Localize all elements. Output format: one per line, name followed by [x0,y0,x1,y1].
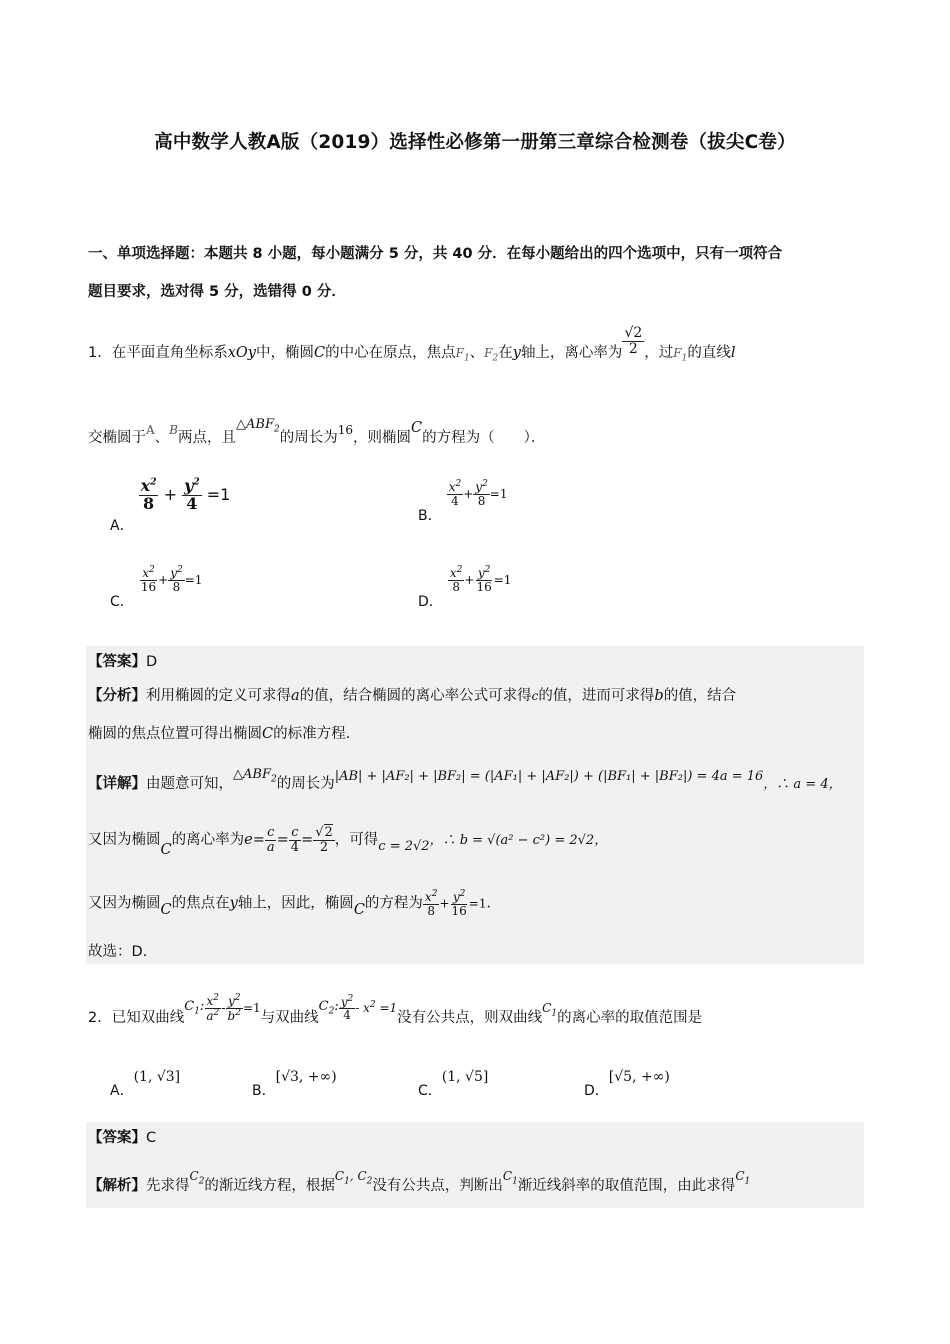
q1-line1: 1．在平面直角坐标系xOy中，椭圆C的中心在原点，焦点$F_1$、$F_2$在y轴上，离心率为 $\frac{√2}{2}$ ，过$F_1$的直线l [88,325,736,364]
q1-analysis-line2: 椭圆的焦点位置可得出椭圆C的标准方程. [88,726,351,742]
q2-option-a[interactable]: A．(1, √3] [110,1069,181,1099]
section-heading-line2: 题目要求，选对得 5 分，选错得 0 分． [88,284,346,300]
q1-final: 故选：D. [88,944,148,960]
q2-option-c[interactable]: C．(1, √5] [418,1069,489,1099]
q1-option-d[interactable]: D． $\frac{x^2}{8}$ + $\frac{y^2}{16}$ =1 [418,565,512,611]
q1-option-a[interactable]: A． $\frac{x^2}{8}$ + $\frac{y^2}{4}$ =1 [110,476,231,534]
q2-analysis-line1: 【解析】先求得$^{C_2}$的渐近线方程，根据$^{C_1, C_2}$没有公共点，判断出$^{C_1}$渐近线斜率的取值范围，由此求得$^{C_1}$ [88,1169,751,1194]
q1-detail-line2: 又因为椭圆C的离心率为e= $\frac{c}{a}$ = $\frac{c}{4}$ = $\frac{√2}{2}$ ，可得c = 2√2，∴ b = √(a² − c²) = 2√2， [88,825,608,859]
q1-option-b[interactable]: B． $\frac{x^2}{4}$ + $\frac{y^2}{8}$ =1 [418,479,508,525]
q2-line1: 2．已知双曲线$C_1$: $\frac{x^2}{a^2}$ - $\frac{y^2}{b^2}$ $^{=1}$与双曲线$C_2$: $\frac{y^2}{4}$ $^{- x^2 =1}$没有公共点，则双曲线$^{C_1}$的离心率的取值范围是 [88,993,703,1027]
q1-detail-line3: 又因为椭圆C的焦点在y轴上，因此，椭圆C的方程为 $\frac{x^2}{8}$ + $\frac{y^2}{16}$ =1． [88,889,501,918]
q2-option-b[interactable]: B．[√3, +∞) [252,1069,337,1099]
q1-option-c[interactable]: C． $\frac{x^2}{16}$ + $\frac{y^2}{8}$ =1 [110,565,203,611]
q2-option-d[interactable]: D．[√5, +∞) [584,1069,670,1099]
q2-answer: 【答案】C [88,1130,157,1146]
q1-detail-line1: 【详解】由题意可知，$\triangle ABF_2$的周长为|AB| + |AF₂| + |BF₂| = (|AF₁| + |AF₂|) + (|BF₁| + |BF₂|) = 4a = 16，∴ a = 4， [88,767,842,792]
eccentricity-fraction: $\frac{√2}{2}$ [624,325,643,357]
q1-line2: 交椭圆于$^A$、$^B$两点，且$\triangle ABF_2$的周长为$^{16}$，则椭圆C的方程为（ ）． [88,417,546,446]
page-title: 高中数学人教A版（2019）选择性必修第一册第三章综合检测卷（拔尖C卷） [154,132,796,153]
section-heading-line1: 一、单项选择题：本题共 8 小题，每小题满分 5 分，共 40 分．在每小题给出的四个选项中，只有一项符合 [88,246,783,262]
q1-answer: 【答案】D [88,654,158,670]
q1-analysis-line1: 【分析】利用椭圆的定义可求得a的值，结合椭圆的离心率公式可求得c的值，进而可求得b的值，结合 [88,688,737,704]
q1-number: 1． [88,345,112,362]
